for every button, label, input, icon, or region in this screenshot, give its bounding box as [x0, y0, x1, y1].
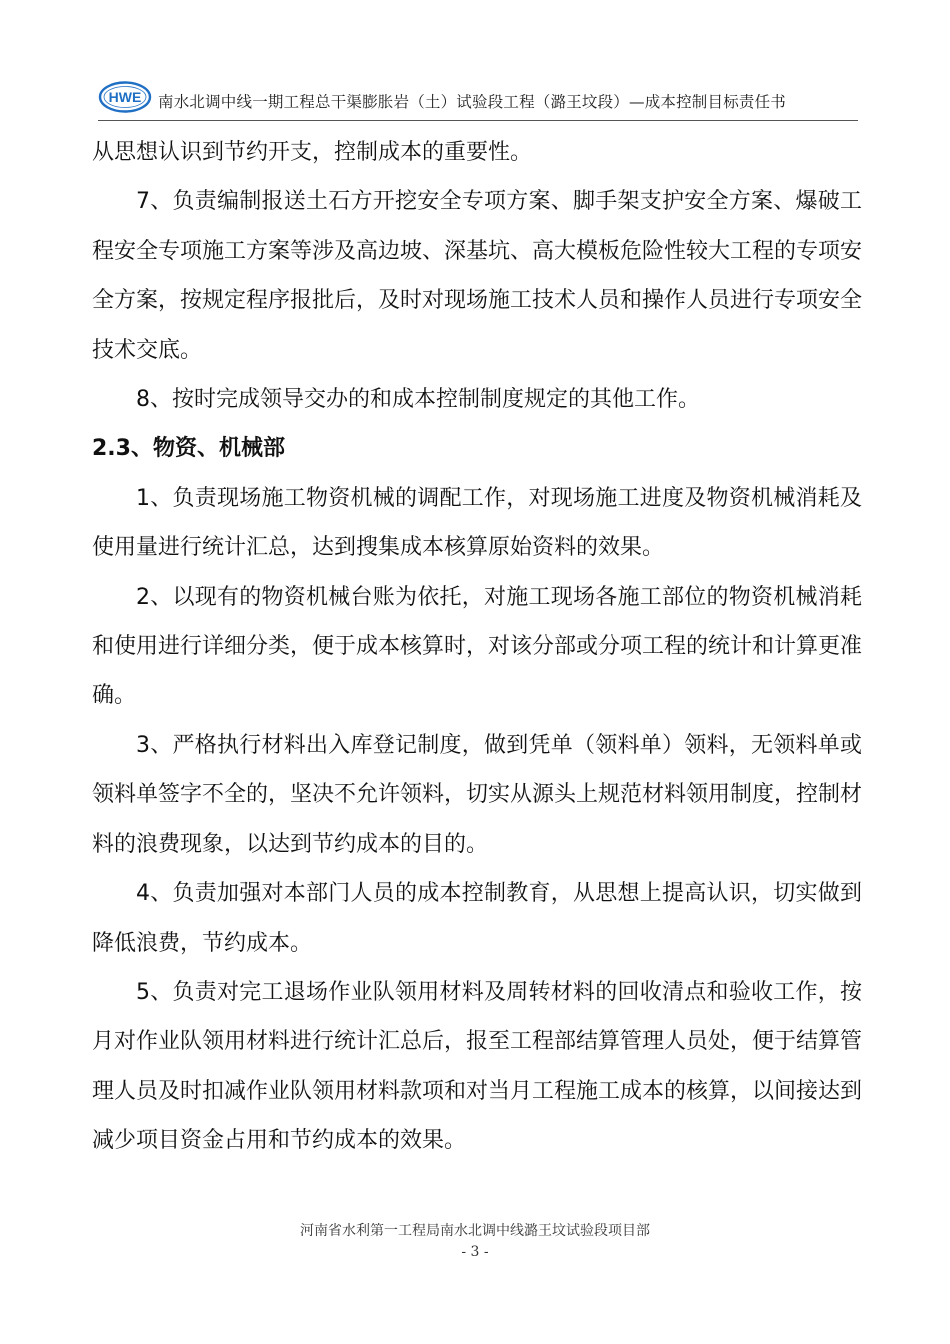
paragraph-continuation: 从思想认识到节约开支，控制成本的重要性。	[92, 140, 533, 165]
logo-text: HWE	[108, 89, 142, 105]
paragraph-item-7: 7、负责编制报送土石方开挖安全专项方案、脚手架支护安全方案、爆破工程安全专项施工方案等涉及高边坡、深基坑、高大模板危险性较大工程的专项安全方案，按规定程序报批后，及时对现场施工技术人员和操作人员进行专项安全技术交底。	[92, 189, 863, 363]
paragraph-item-8: 8、按时完成领导交办的和成本控制制度规定的其他工作。	[136, 387, 700, 413]
header-title: 南水北调中线一期工程总干渠膨胀岩（土）试验段工程（潞王坟段）—成本控制目标责任书	[158, 93, 787, 111]
page-header	[98, 78, 858, 118]
paragraph-item-1: 1、负责现场施工物资机械的调配工作，对现场施工进度及物资机械消耗及使用量进行统计汇总，达到搜集成本核算原始资料的效果。	[92, 485, 862, 561]
document-body	[92, 128, 862, 1166]
section-heading: 2.3、物资、机械部	[92, 436, 285, 462]
paragraph-item-5: 5、负责对完工退场作业队领用材料及周转材料的回收清点和验收工作，按月对作业队领用材料进行统计汇总后，报至工程部结算管理人员处，便于结算管理人员及时扣减作业队领用材料款项和对当月工程施工成本的核算，以间接达到减少项目资金占用和节约成本的效果。	[92, 979, 863, 1154]
paragraph-item-3: 3、严格执行材料出入库登记制度，做到凭单（领料单）领料，无领料单或领料单签字不全的，坚决不允许领料，切实从源头上规范材料领用制度，控制材料的浪费现象，以达到节约成本的目的。	[92, 732, 863, 857]
footer-organization: 河南省水利第一工程局南水北调中线潞王坟试验段项目部	[300, 1223, 650, 1239]
page-number: - 3 -	[461, 1244, 489, 1260]
paragraph-item-4: 4、负责加强对本部门人员的成本控制教育，从思想上提高认识，切实做到降低浪费，节约成本。	[92, 881, 862, 956]
header-divider	[98, 120, 858, 121]
paragraph-item-2: 2、以现有的物资机械台账为依托，对施工现场各施工部位的物资机械消耗和使用进行详细分类，便于成本核算时，对该分部或分项工程的统计和计算更准确。	[92, 584, 863, 709]
hwe-logo	[98, 80, 152, 114]
